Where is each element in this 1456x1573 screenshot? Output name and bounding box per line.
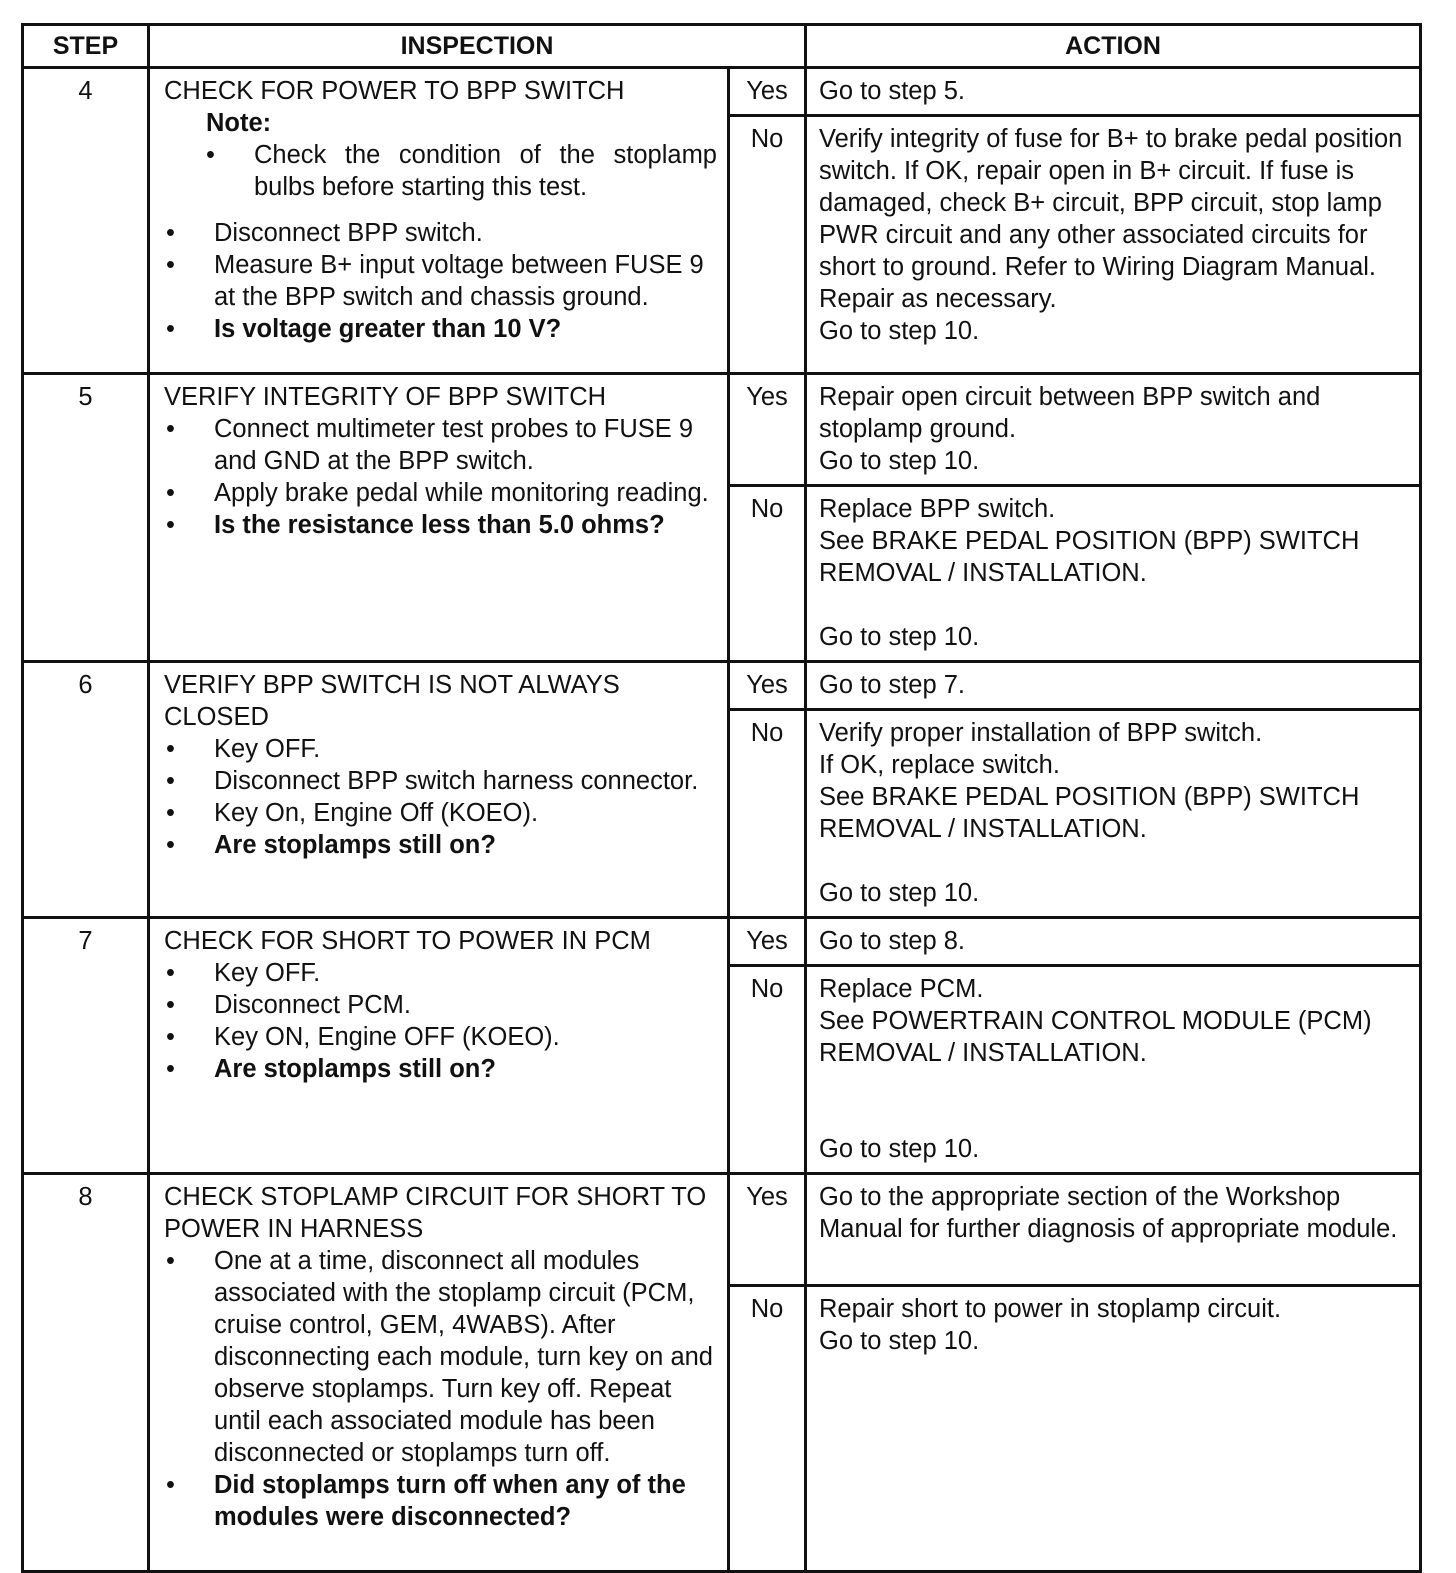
inspection-title: CHECK FOR SHORT TO POWER IN PCM bbox=[164, 927, 651, 955]
no-label: No bbox=[729, 710, 806, 918]
bullet-icon: • bbox=[166, 479, 175, 507]
inspection-bullet: • Disconnect BPP switch harness connector. bbox=[166, 767, 699, 795]
diagnostic-table bbox=[21, 23, 1422, 1573]
bullet-icon: • bbox=[166, 511, 175, 539]
inspection-title: CHECK STOPLAMP CIRCUIT FOR SHORT TO POWER IN HARNESS bbox=[164, 1183, 707, 1243]
bullet-icon: • bbox=[166, 831, 175, 859]
bullet-icon: • bbox=[166, 1023, 175, 1051]
step-number: 7 bbox=[23, 918, 149, 1174]
step-number: 4 bbox=[23, 68, 149, 374]
header-inspection: INSPECTION bbox=[149, 25, 806, 68]
bullet-icon: • bbox=[166, 991, 175, 1019]
step-row-5-yes bbox=[23, 374, 1421, 486]
inspection-question: • Are stoplamps still on? bbox=[166, 1055, 496, 1083]
bullet-icon: • bbox=[166, 251, 175, 279]
bullet-icon: • bbox=[166, 735, 175, 763]
bullet-icon: • bbox=[166, 219, 175, 247]
inspection-question: • Did stoplamps turn off when any of the modules were disconnected? bbox=[166, 1471, 686, 1531]
header-action: ACTION bbox=[806, 25, 1421, 68]
no-label: No bbox=[729, 966, 806, 1174]
bullet-icon: • bbox=[166, 415, 175, 443]
note-item: • Check the condition of the stoplamp bulbs before starting this test. bbox=[206, 141, 717, 201]
inspection-cell bbox=[149, 918, 729, 1174]
inspection-question: • Is voltage greater than 10 V? bbox=[166, 315, 562, 343]
bullet-icon: • bbox=[206, 141, 215, 169]
no-action: Replace BPP switch. See BRAKE PEDAL POSITION (BPP) SWITCH REMOVAL / INSTALLATION. Go to step 10. bbox=[806, 486, 1421, 662]
yes-action: Repair open circuit between BPP switch and stoplamp ground. Go to step 10. bbox=[806, 374, 1421, 486]
inspection-bullet: • Disconnect PCM. bbox=[166, 991, 411, 1019]
step-row-7-yes bbox=[23, 918, 1421, 966]
inspection-cell bbox=[149, 662, 729, 918]
header-step: STEP bbox=[23, 25, 149, 68]
yes-action: Go to step 5. bbox=[806, 68, 1421, 116]
bullet-icon: • bbox=[166, 1471, 175, 1499]
note-label: Note: bbox=[206, 109, 272, 137]
step-number: 6 bbox=[23, 662, 149, 918]
yes-action: Go to the appropriate section of the Workshop Manual for further diagnosis of appropriate module. bbox=[806, 1174, 1421, 1286]
yes-label: Yes bbox=[729, 918, 806, 966]
step-number: 5 bbox=[23, 374, 149, 662]
no-label: No bbox=[729, 1286, 806, 1572]
step-row-8-yes bbox=[23, 1174, 1421, 1286]
inspection-bullet: • Disconnect BPP switch. bbox=[166, 219, 483, 247]
yes-label: Yes bbox=[729, 662, 806, 710]
header-row bbox=[23, 25, 1421, 68]
yes-label: Yes bbox=[729, 68, 806, 116]
yes-action: Go to step 7. bbox=[806, 662, 1421, 710]
no-label: No bbox=[729, 486, 806, 662]
inspection-title: CHECK FOR POWER TO BPP SWITCH bbox=[164, 77, 625, 105]
note-block bbox=[164, 107, 717, 203]
no-action: Verify integrity of fuse for B+ to brake pedal position switch. If OK, repair open in B+ circuit. If fuse is damaged, check B+ circuit, BPP circuit, stop lamp PWR circuit and any other associated circuits for short to ground. Refer to Wiring Diagram Manual. Repair as necessary. Go to step 10. bbox=[806, 116, 1421, 374]
inspection-cell bbox=[149, 374, 729, 662]
inspection-bullet: • Key ON, Engine OFF (KOEO). bbox=[166, 1023, 560, 1051]
no-action: Repair short to power in stoplamp circuit. Go to step 10. bbox=[806, 1286, 1421, 1572]
step-number: 8 bbox=[23, 1174, 149, 1572]
inspection-title: VERIFY INTEGRITY OF BPP SWITCH bbox=[164, 383, 607, 411]
step-row-4-yes bbox=[23, 68, 1421, 116]
inspection-bullet: • Key OFF. bbox=[166, 959, 321, 987]
bullet-icon: • bbox=[166, 315, 175, 343]
step-row-6-yes bbox=[23, 662, 1421, 710]
bullet-icon: • bbox=[166, 959, 175, 987]
inspection-bullet: • Measure B+ input voltage between FUSE 9 at the BPP switch and chassis ground. bbox=[166, 251, 704, 311]
no-action: Verify proper installation of BPP switch. If OK, replace switch. See BRAKE PEDAL POSITION (BPP) SWITCH REMOVAL / INSTALLATION. Go to step 10. bbox=[806, 710, 1421, 918]
inspection-bullet: • Apply brake pedal while monitoring reading. bbox=[166, 479, 709, 507]
no-label: No bbox=[729, 116, 806, 374]
yes-action: Go to step 8. bbox=[806, 918, 1421, 966]
no-action: Replace PCM. See POWERTRAIN CONTROL MODULE (PCM) REMOVAL / INSTALLATION. Go to step 10. bbox=[806, 966, 1421, 1174]
inspection-bullet: • Key On, Engine Off (KOEO). bbox=[166, 799, 539, 827]
inspection-title: VERIFY BPP SWITCH IS NOT ALWAYS CLOSED bbox=[164, 671, 620, 731]
inspection-bullet: • Key OFF. bbox=[166, 735, 321, 763]
inspection-cell bbox=[149, 1174, 729, 1572]
inspection-question: • Are stoplamps still on? bbox=[166, 831, 496, 859]
yes-label: Yes bbox=[729, 374, 806, 486]
bullet-icon: • bbox=[166, 1247, 175, 1275]
bullet-icon: • bbox=[166, 1055, 175, 1083]
inspection-cell bbox=[149, 68, 729, 374]
bullet-icon: • bbox=[166, 799, 175, 827]
bullet-icon: • bbox=[166, 767, 175, 795]
inspection-bullet: • Connect multimeter test probes to FUSE 9 and GND at the BPP switch. bbox=[166, 415, 694, 475]
inspection-bullet: • One at a time, disconnect all modules associated with the stoplamp circuit (PCM, cruise control, GEM, 4WABS). After disconnecting each module, turn key on and observe stoplamps. Turn key off. Repeat until each associated module has been disconnected or stoplamps turn off. bbox=[166, 1247, 713, 1467]
yes-label: Yes bbox=[729, 1174, 806, 1286]
inspection-question: • Is the resistance less than 5.0 ohms? bbox=[166, 511, 665, 539]
